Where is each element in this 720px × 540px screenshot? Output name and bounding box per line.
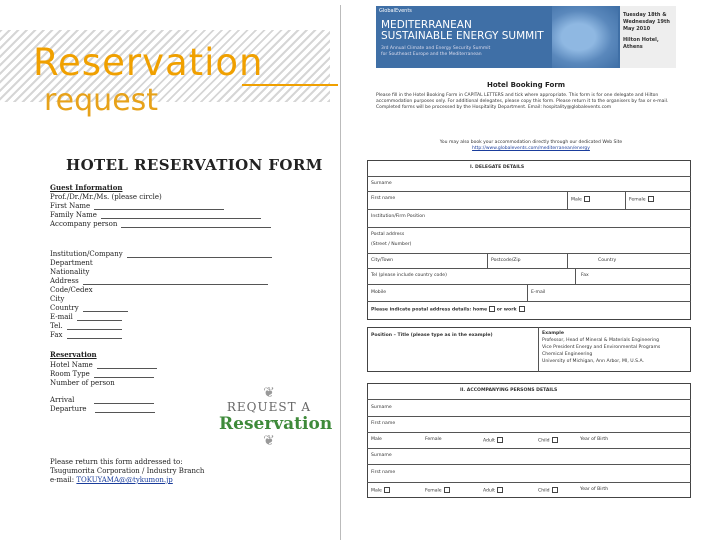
city-field[interactable]: City/Town xyxy=(371,258,394,263)
institution-input[interactable] xyxy=(127,251,272,258)
accompany-input[interactable] xyxy=(121,221,271,228)
email-input[interactable] xyxy=(77,314,122,321)
field-tel: Tel. xyxy=(50,322,122,330)
acc-first-name-field[interactable]: First name xyxy=(371,421,396,426)
surname-field[interactable]: Surname xyxy=(371,181,392,186)
acc-child2-checkbox[interactable]: Child xyxy=(538,487,558,494)
acc-surname-field[interactable]: Surname xyxy=(371,405,392,410)
field-family-name: Family Name xyxy=(50,211,261,219)
arrival-input[interactable] xyxy=(94,397,154,404)
postcode-field[interactable]: Postcode/Zip xyxy=(491,258,521,263)
field-email: E-mail xyxy=(50,313,122,321)
ornament-icon: ❦ xyxy=(263,385,275,401)
hotel-reservation-form xyxy=(44,150,334,540)
section-delegate-heading: I. DELEGATE DETAILS xyxy=(470,165,525,170)
banner-subtitle: 3rd Annual Climate and Energy Security Summit for Southeast Europe and the Mediterranean xyxy=(381,46,491,57)
form-title: HOTEL RESERVATION FORM xyxy=(66,156,323,174)
departure-input[interactable] xyxy=(95,406,155,413)
address-input[interactable] xyxy=(83,278,268,285)
request-reservation-badge xyxy=(219,385,333,449)
banner-title: MEDITERRANEAN SUSTAINABLE ENERGY SUMMIT xyxy=(381,19,544,42)
field-arrival: Arrival xyxy=(50,396,154,404)
institution-field[interactable]: Institution/Firm Position xyxy=(371,214,426,219)
reservation-heading: Reservation xyxy=(50,350,97,359)
return-organisation: Tsugumorita Corporation / Industry Branch xyxy=(50,467,205,475)
field-fax: Fax xyxy=(50,331,122,339)
slide-title-line2: request xyxy=(44,83,159,118)
country-input[interactable] xyxy=(83,305,128,312)
map-graphic xyxy=(552,6,618,68)
field-accompany: Accompany person xyxy=(50,220,271,228)
title-underline xyxy=(242,84,338,86)
field-title: Prof./Dr./Mr./Ms. (please circle) xyxy=(50,193,162,201)
field-hotel-name: Hotel Name xyxy=(50,361,157,369)
fax-field[interactable]: Fax xyxy=(581,273,589,278)
street-field: (Street / Number) xyxy=(371,242,412,247)
field-room-type: Room Type xyxy=(50,370,154,378)
first-name-field[interactable]: First name xyxy=(371,196,396,201)
vertical-divider xyxy=(340,5,341,540)
male-checkbox[interactable]: Male xyxy=(571,196,590,203)
booking-note: You may also book your accommodation directly through our dedicated Web Site http://www.globalevents.com/mediterranean/energy xyxy=(376,140,686,152)
acc-year-field[interactable]: Year of Birth xyxy=(580,437,609,442)
acc-male2-checkbox[interactable]: Male xyxy=(371,487,390,494)
acc-surname2-field[interactable]: Surname xyxy=(371,453,392,458)
acc-adult-checkbox[interactable]: Adult xyxy=(483,437,503,444)
acc-adult2-checkbox[interactable]: Adult xyxy=(483,487,503,494)
postal-address-field[interactable]: Postal address xyxy=(371,232,405,237)
field-code: Code/Cedex xyxy=(50,286,93,294)
field-department: Department xyxy=(50,259,93,267)
section-accompany-heading: II. ACCOMPANYING PERSONS DETAILS xyxy=(460,388,558,393)
guest-heading: Guest Information xyxy=(50,183,123,192)
badge-top-text: REQUEST A xyxy=(226,400,312,414)
return-email: e-mail: TOKUYAMA@@tykumon.jp xyxy=(50,476,173,484)
postal-details-checkbox[interactable]: Please indicate postal address details: home or work xyxy=(371,306,525,313)
position-label[interactable]: Position – Title (please type as in the example) xyxy=(371,333,493,338)
country-field[interactable]: Country xyxy=(598,258,617,263)
acc-male-checkbox[interactable]: Male xyxy=(371,437,382,442)
field-country: Country xyxy=(50,304,128,312)
mobile-field[interactable]: Mobile xyxy=(371,290,387,295)
field-departure: Departure xyxy=(50,405,155,413)
first-name-input[interactable] xyxy=(94,203,224,210)
room-type-input[interactable] xyxy=(94,371,154,378)
acc-female2-checkbox[interactable]: Female xyxy=(425,487,450,494)
summit-banner xyxy=(376,6,676,68)
example-line: Vice President Energy and Environmental Programs xyxy=(542,345,661,350)
email-link[interactable]: TOKUYAMA@@tykumon.jp xyxy=(76,476,173,484)
field-nationality: Nationality xyxy=(50,268,90,276)
ornament-icon: ❦ xyxy=(263,433,275,449)
acc-female-checkbox[interactable]: Female xyxy=(425,437,442,442)
slide-title: Reservation xyxy=(33,41,264,84)
example-heading: Example xyxy=(542,331,564,336)
female-checkbox[interactable]: Female xyxy=(629,196,654,203)
delegate-details-table xyxy=(367,160,691,320)
family-name-input[interactable] xyxy=(101,212,261,219)
fax-input[interactable] xyxy=(67,332,122,339)
booking-intro: Please fill in the Hotel Booking Form in CAPITAL LETTERS and tick where appropriate. This form is for one delegate and Hilton accommodation purposes only. For additional delegates, please copy this form. Please return it to the organisers by fax or e-mail. Completed forms will be processed by the Hospitality Department. Email: hospitality@globalevents.com xyxy=(376,93,669,110)
field-city: City xyxy=(50,295,65,303)
booking-website-link[interactable]: http://www.globalevents.com/mediterranean/energy xyxy=(472,146,590,151)
badge-bottom-text: Reservation xyxy=(219,414,333,434)
booking-form-title: Hotel Booking Form xyxy=(487,81,566,89)
acc-first-name2-field[interactable]: First name xyxy=(371,470,396,475)
accompanying-table xyxy=(367,383,691,498)
hotel-name-input[interactable] xyxy=(97,362,157,369)
example-line: Professor, Head of Mineral & Materials Engineering xyxy=(542,338,660,343)
field-institution: Institution/Company xyxy=(50,250,272,258)
return-note: Please return this form addressed to: xyxy=(50,458,183,466)
telephone-field[interactable]: Tel (please include country code) xyxy=(371,273,447,278)
tel-input[interactable] xyxy=(67,323,122,330)
acc-child-checkbox[interactable]: Child xyxy=(538,437,558,444)
banner-date: Tuesday 18th & Wednesday 19th May 2010 Hilton Hotel, Athens xyxy=(620,6,676,68)
field-first-name: First Name xyxy=(50,202,224,210)
organizer-logo: GlobalEvents xyxy=(379,8,412,14)
email-field[interactable]: E-mail xyxy=(531,290,546,295)
example-line: Chemical Engineering xyxy=(542,352,593,357)
acc-year2-field[interactable]: Year of Birth xyxy=(580,487,609,492)
example-line: University of Michigan, Ann Arbor, MI, U.S.A. xyxy=(542,359,644,364)
field-persons: Number of person xyxy=(50,379,115,387)
field-address: Address xyxy=(50,277,268,285)
